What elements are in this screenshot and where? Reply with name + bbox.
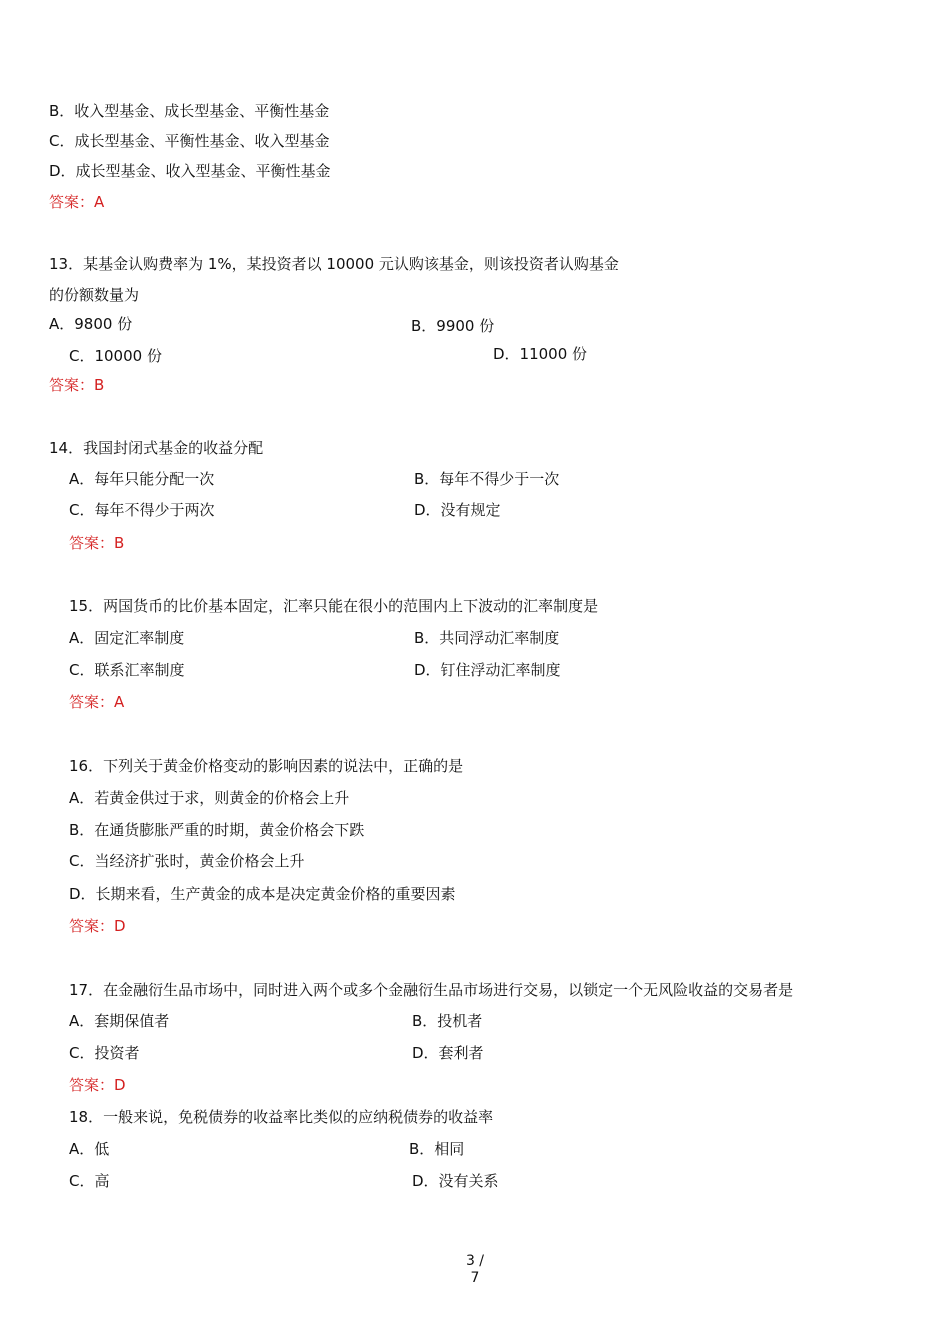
q14-answer: 答案：B bbox=[69, 534, 125, 552]
q18-option-b: B．相同 bbox=[409, 1140, 465, 1158]
q15-option-b: B．共同浮动汇率制度 bbox=[414, 629, 560, 647]
q14-option-a: A．每年只能分配一次 bbox=[69, 470, 215, 488]
q16-option-b: B．在通货膨胀严重的时期，黄金价格会下跌 bbox=[69, 821, 365, 839]
q12-option-c: C．成长型基金、平衡性基金、收入型基金 bbox=[49, 132, 330, 150]
q14-option-c: C．每年不得少于两次 bbox=[69, 501, 215, 519]
page-number-total: 7 bbox=[470, 1270, 480, 1286]
q12-option-b: B．收入型基金、成长型基金、平衡性基金 bbox=[49, 102, 330, 120]
q16-answer: 答案：D bbox=[69, 917, 126, 935]
q14-option-b: B．每年不得少于一次 bbox=[414, 470, 560, 488]
q16-stem: 16．下列关于黄金价格变动的影响因素的说法中，正确的是 bbox=[69, 757, 464, 775]
q15-stem: 15．两国货币的比价基本固定，汇率只能在很小的范围内上下波动的汇率制度是 bbox=[69, 597, 599, 615]
q17-option-c: C．投资者 bbox=[69, 1044, 140, 1062]
q16-option-a: A．若黄金供过于求，则黄金的价格会上升 bbox=[69, 789, 350, 807]
q15-option-d: D．钉住浮动汇率制度 bbox=[414, 661, 561, 679]
q15-answer: 答案：A bbox=[69, 693, 125, 711]
q14-option-d: D．没有规定 bbox=[414, 501, 501, 519]
q17-option-a: A．套期保值者 bbox=[69, 1012, 170, 1030]
q13-option-c: C．10000 份 bbox=[69, 347, 162, 365]
q17-answer: 答案：D bbox=[69, 1076, 126, 1094]
q13-answer: 答案：B bbox=[49, 376, 105, 394]
q13-option-b: B．9900 份 bbox=[411, 317, 495, 335]
q17-option-d: D．套利者 bbox=[412, 1044, 484, 1062]
q14-stem: 14．我国封闭式基金的收益分配 bbox=[49, 439, 264, 457]
page-number-current: 3 / bbox=[465, 1253, 485, 1269]
page-number bbox=[440, 1253, 510, 1287]
q13-stem-line1: 13．某基金认购费率为 1%，某投资者以 10000 元认购该基金，则该投资者认购基金 bbox=[49, 255, 619, 273]
q18-option-a: A．低 bbox=[69, 1140, 110, 1158]
q13-option-a: A．9800 份 bbox=[49, 315, 133, 333]
q13-option-d: D．11000 份 bbox=[493, 345, 588, 363]
q18-stem: 18．一般来说，免税债券的收益率比类似的应纳税债券的收益率 bbox=[69, 1108, 494, 1126]
q12-answer: 答案：A bbox=[49, 193, 105, 211]
q15-option-a: A．固定汇率制度 bbox=[69, 629, 185, 647]
q18-option-c: C．高 bbox=[69, 1172, 110, 1190]
q12-option-d: D．成长型基金、收入型基金、平衡性基金 bbox=[49, 162, 331, 180]
q15-option-c: C．联系汇率制度 bbox=[69, 661, 185, 679]
q13-stem-line2: 的份额数量为 bbox=[49, 286, 140, 304]
q17-stem: 17．在金融衍生品市场中，同时进入两个或多个金融衍生品市场进行交易，以锁定一个无风险收益的交易者是 bbox=[69, 981, 794, 999]
q18-option-d: D．没有关系 bbox=[412, 1172, 499, 1190]
q16-option-d: D．长期来看，生产黄金的成本是决定黄金价格的重要因素 bbox=[69, 885, 456, 903]
q16-option-c: C．当经济扩张时，黄金价格会上升 bbox=[69, 852, 305, 870]
q17-option-b: B．投机者 bbox=[412, 1012, 483, 1030]
